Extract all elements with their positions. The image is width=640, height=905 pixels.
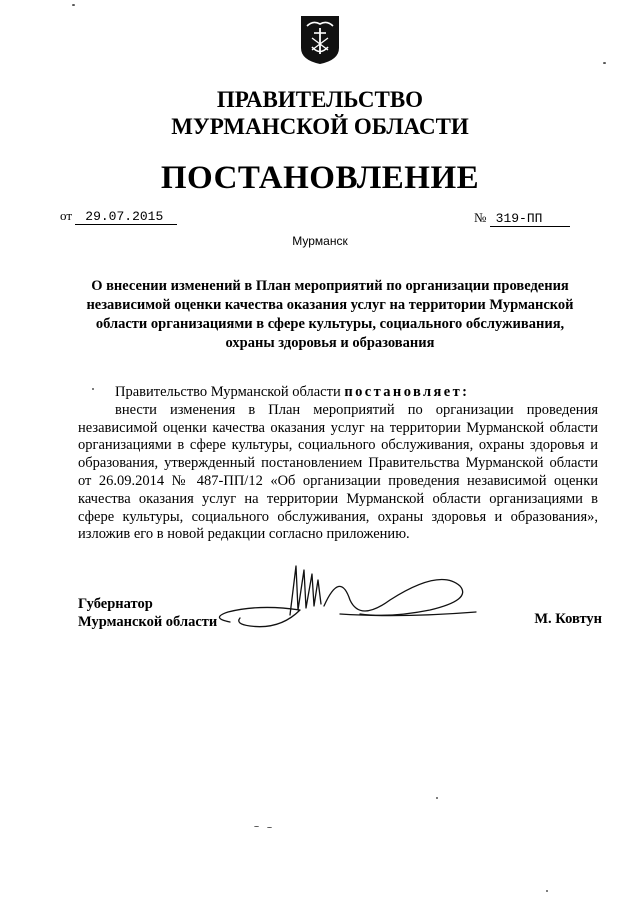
number-prefix: №	[474, 210, 487, 225]
signatory-position-line1: Губернатор	[78, 596, 153, 612]
title-line: О внесении изменений в План мероприятий по организации проведения	[91, 278, 569, 294]
date-prefix: от	[60, 208, 73, 223]
document-number: 319-ПП	[490, 211, 571, 227]
document-title	[60, 277, 600, 353]
date-line	[60, 208, 177, 224]
number-line	[474, 210, 570, 226]
coat-of-arms-icon	[299, 14, 341, 66]
decree-subject: Правительство Мурманской области	[115, 384, 341, 400]
signatory-position-line2: Мурманской области	[78, 614, 218, 630]
handwritten-signature	[190, 560, 480, 640]
decree-text: внести изменения в План мероприятий по организации проведения независимой оценки качества оказания услуг на территории Мурманской области организациями в сфере культуры, социального обслуживания, охраны здоровья и образования, утвержденный постановлением Правительства Мурманской области от 26.09.2014 № 487-ПП/12 «Об организации проведения независимой оценки качества оказания услуг на территории Мурманской области организациями в сфере культуры, социального обслуживания, охраны здоровья и образования», изложив его в новой редакции согласно приложению.	[78, 401, 598, 543]
title-line: независимой оценки качества оказания услуг на территории Мурманской	[86, 297, 574, 313]
title-line: области организациями в сфере культуры, социального обслуживания,	[95, 316, 565, 332]
decree-opening	[78, 384, 598, 402]
document-body	[78, 384, 598, 544]
government-name-line1: ПРАВИТЕЛЬСТВО	[216, 87, 424, 112]
city: Мурманск	[292, 234, 348, 248]
decree-verb: постановляет:	[344, 384, 470, 400]
government-name-line2: МУРМАНСКОЙ ОБЛАСТИ	[171, 114, 469, 139]
document-date: 29.07.2015	[75, 209, 177, 225]
signatory-name: М. Ковтун	[534, 611, 602, 627]
document-type: ПОСТАНОВЛЕНИЕ	[160, 160, 480, 196]
title-line: охраны здоровья и образования	[225, 335, 435, 351]
